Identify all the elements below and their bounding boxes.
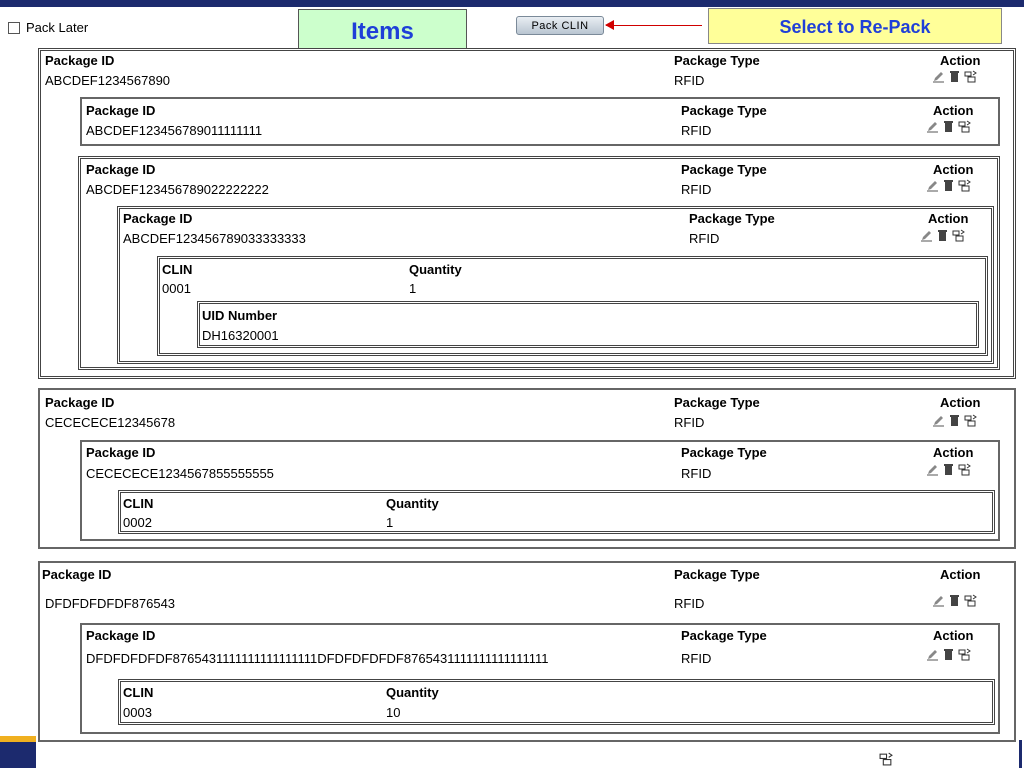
action-icons bbox=[932, 594, 977, 607]
repack-icon[interactable] bbox=[952, 229, 965, 242]
package-type-value: RFID bbox=[674, 415, 705, 430]
quantity-label: Quantity bbox=[409, 262, 462, 277]
trash-icon[interactable] bbox=[942, 648, 955, 661]
repack-icon[interactable] bbox=[964, 70, 977, 83]
uid-value: DH16320001 bbox=[202, 328, 279, 343]
trash-icon[interactable] bbox=[948, 594, 961, 607]
action-label: Action bbox=[933, 628, 974, 643]
package-id-value: CECECECE12345678 bbox=[45, 415, 176, 430]
edit-icon[interactable] bbox=[932, 594, 945, 607]
package-id-value: DFDFDFDFDF876543 bbox=[45, 596, 176, 611]
bottom-right-band bbox=[1019, 740, 1022, 768]
action-label: Action bbox=[928, 211, 969, 226]
clin-value: 0001 bbox=[162, 281, 191, 296]
package-id-value: ABCDEF123456789022222222 bbox=[86, 182, 269, 197]
clin-box bbox=[118, 679, 995, 725]
action-icons bbox=[926, 120, 971, 133]
action-label: Action bbox=[940, 395, 981, 410]
trash-icon[interactable] bbox=[942, 120, 955, 133]
edit-icon[interactable] bbox=[932, 414, 945, 427]
package-type-value: RFID bbox=[681, 123, 712, 138]
quantity-label: Quantity bbox=[386, 685, 439, 700]
edit-icon[interactable] bbox=[932, 70, 945, 83]
repack-icon[interactable] bbox=[879, 752, 893, 766]
pack-later-option[interactable] bbox=[8, 20, 88, 35]
edit-icon[interactable] bbox=[920, 229, 933, 242]
action-icons bbox=[920, 229, 965, 242]
uid-label: UID Number bbox=[202, 308, 278, 323]
package-type-value: RFID bbox=[674, 596, 705, 611]
bottom-band bbox=[0, 740, 36, 768]
package-type-value: RFID bbox=[689, 231, 720, 246]
package-type-value: RFID bbox=[674, 73, 705, 88]
quantity-value: 1 bbox=[386, 515, 394, 530]
package-type-label: Package Type bbox=[681, 103, 767, 118]
edit-icon[interactable] bbox=[926, 648, 939, 661]
repack-callout: Select to Re-Pack bbox=[708, 8, 1002, 44]
action-label: Action bbox=[940, 53, 981, 68]
repack-icon[interactable] bbox=[964, 414, 977, 427]
package-id-value: CECECECE1234567855555555 bbox=[86, 466, 274, 481]
action-label: Action bbox=[933, 445, 974, 460]
package-type-value: RFID bbox=[681, 651, 712, 666]
package-id-value: ABCDEF123456789011111111 bbox=[86, 123, 263, 138]
package-id-label: Package ID bbox=[86, 103, 156, 118]
action-icons bbox=[926, 648, 971, 661]
edit-icon[interactable] bbox=[926, 120, 939, 133]
repack-icon[interactable] bbox=[964, 594, 977, 607]
package-id-label: Package ID bbox=[86, 445, 156, 460]
action-icons bbox=[926, 463, 971, 476]
clin-label: CLIN bbox=[162, 262, 193, 277]
package-type-label: Package Type bbox=[674, 567, 760, 582]
pack-clin-button[interactable]: Pack CLIN bbox=[516, 16, 604, 35]
package-type-value: RFID bbox=[681, 182, 712, 197]
package-id-label: Package ID bbox=[42, 567, 112, 582]
package-id-label: Package ID bbox=[45, 395, 115, 410]
pack-later-checkbox[interactable] bbox=[8, 22, 20, 34]
child-package-box bbox=[80, 97, 1000, 146]
trash-icon[interactable] bbox=[942, 179, 955, 192]
clin-label: CLIN bbox=[123, 496, 154, 511]
action-label: Action bbox=[940, 567, 981, 582]
top-band bbox=[0, 0, 1024, 7]
clin-value: 0003 bbox=[123, 705, 152, 720]
trash-icon[interactable] bbox=[942, 463, 955, 476]
package-type-label: Package Type bbox=[681, 628, 767, 643]
repack-icon[interactable] bbox=[958, 648, 971, 661]
package-type-label: Package Type bbox=[674, 395, 760, 410]
repack-icon[interactable] bbox=[958, 179, 971, 192]
trash-icon[interactable] bbox=[936, 229, 949, 242]
quantity-value: 10 bbox=[386, 705, 401, 720]
pack-later-label: Pack Later bbox=[26, 20, 89, 35]
package-id-label: Package ID bbox=[45, 53, 115, 68]
package-id-value: DFDFDFDFDF8765431111111111111111DFDFDFDFDF8765431111111111111111 bbox=[86, 651, 549, 666]
edit-icon[interactable] bbox=[926, 179, 939, 192]
repack-icon[interactable] bbox=[958, 463, 971, 476]
package-id-label: Package ID bbox=[86, 628, 156, 643]
package-type-label: Package Type bbox=[681, 162, 767, 177]
package-id-label: Package ID bbox=[123, 211, 193, 226]
action-icons bbox=[926, 179, 971, 192]
action-label: Action bbox=[933, 162, 974, 177]
clin-value: 0002 bbox=[123, 515, 152, 530]
package-type-label: Package Type bbox=[681, 445, 767, 460]
callout-line-1: Items bbox=[351, 18, 414, 45]
quantity-label: Quantity bbox=[386, 496, 439, 511]
quantity-value: 1 bbox=[409, 281, 417, 296]
package-id-value: ABCDEF1234567890 bbox=[45, 73, 171, 88]
action-icons bbox=[932, 414, 977, 427]
uid-box bbox=[197, 301, 979, 348]
trash-icon[interactable] bbox=[948, 414, 961, 427]
trash-icon[interactable] bbox=[948, 70, 961, 83]
edit-icon[interactable] bbox=[926, 463, 939, 476]
clin-label: CLIN bbox=[123, 685, 154, 700]
pointer-arrow bbox=[606, 25, 702, 26]
package-type-value: RFID bbox=[681, 466, 712, 481]
clin-box bbox=[118, 490, 995, 534]
package-id-label: Package ID bbox=[86, 162, 156, 177]
package-type-label: Package Type bbox=[689, 211, 775, 226]
package-type-label: Package Type bbox=[674, 53, 760, 68]
repack-icon[interactable] bbox=[958, 120, 971, 133]
action-icons bbox=[932, 70, 977, 83]
package-id-value: ABCDEF123456789033333333 bbox=[123, 231, 306, 246]
action-label: Action bbox=[933, 103, 974, 118]
